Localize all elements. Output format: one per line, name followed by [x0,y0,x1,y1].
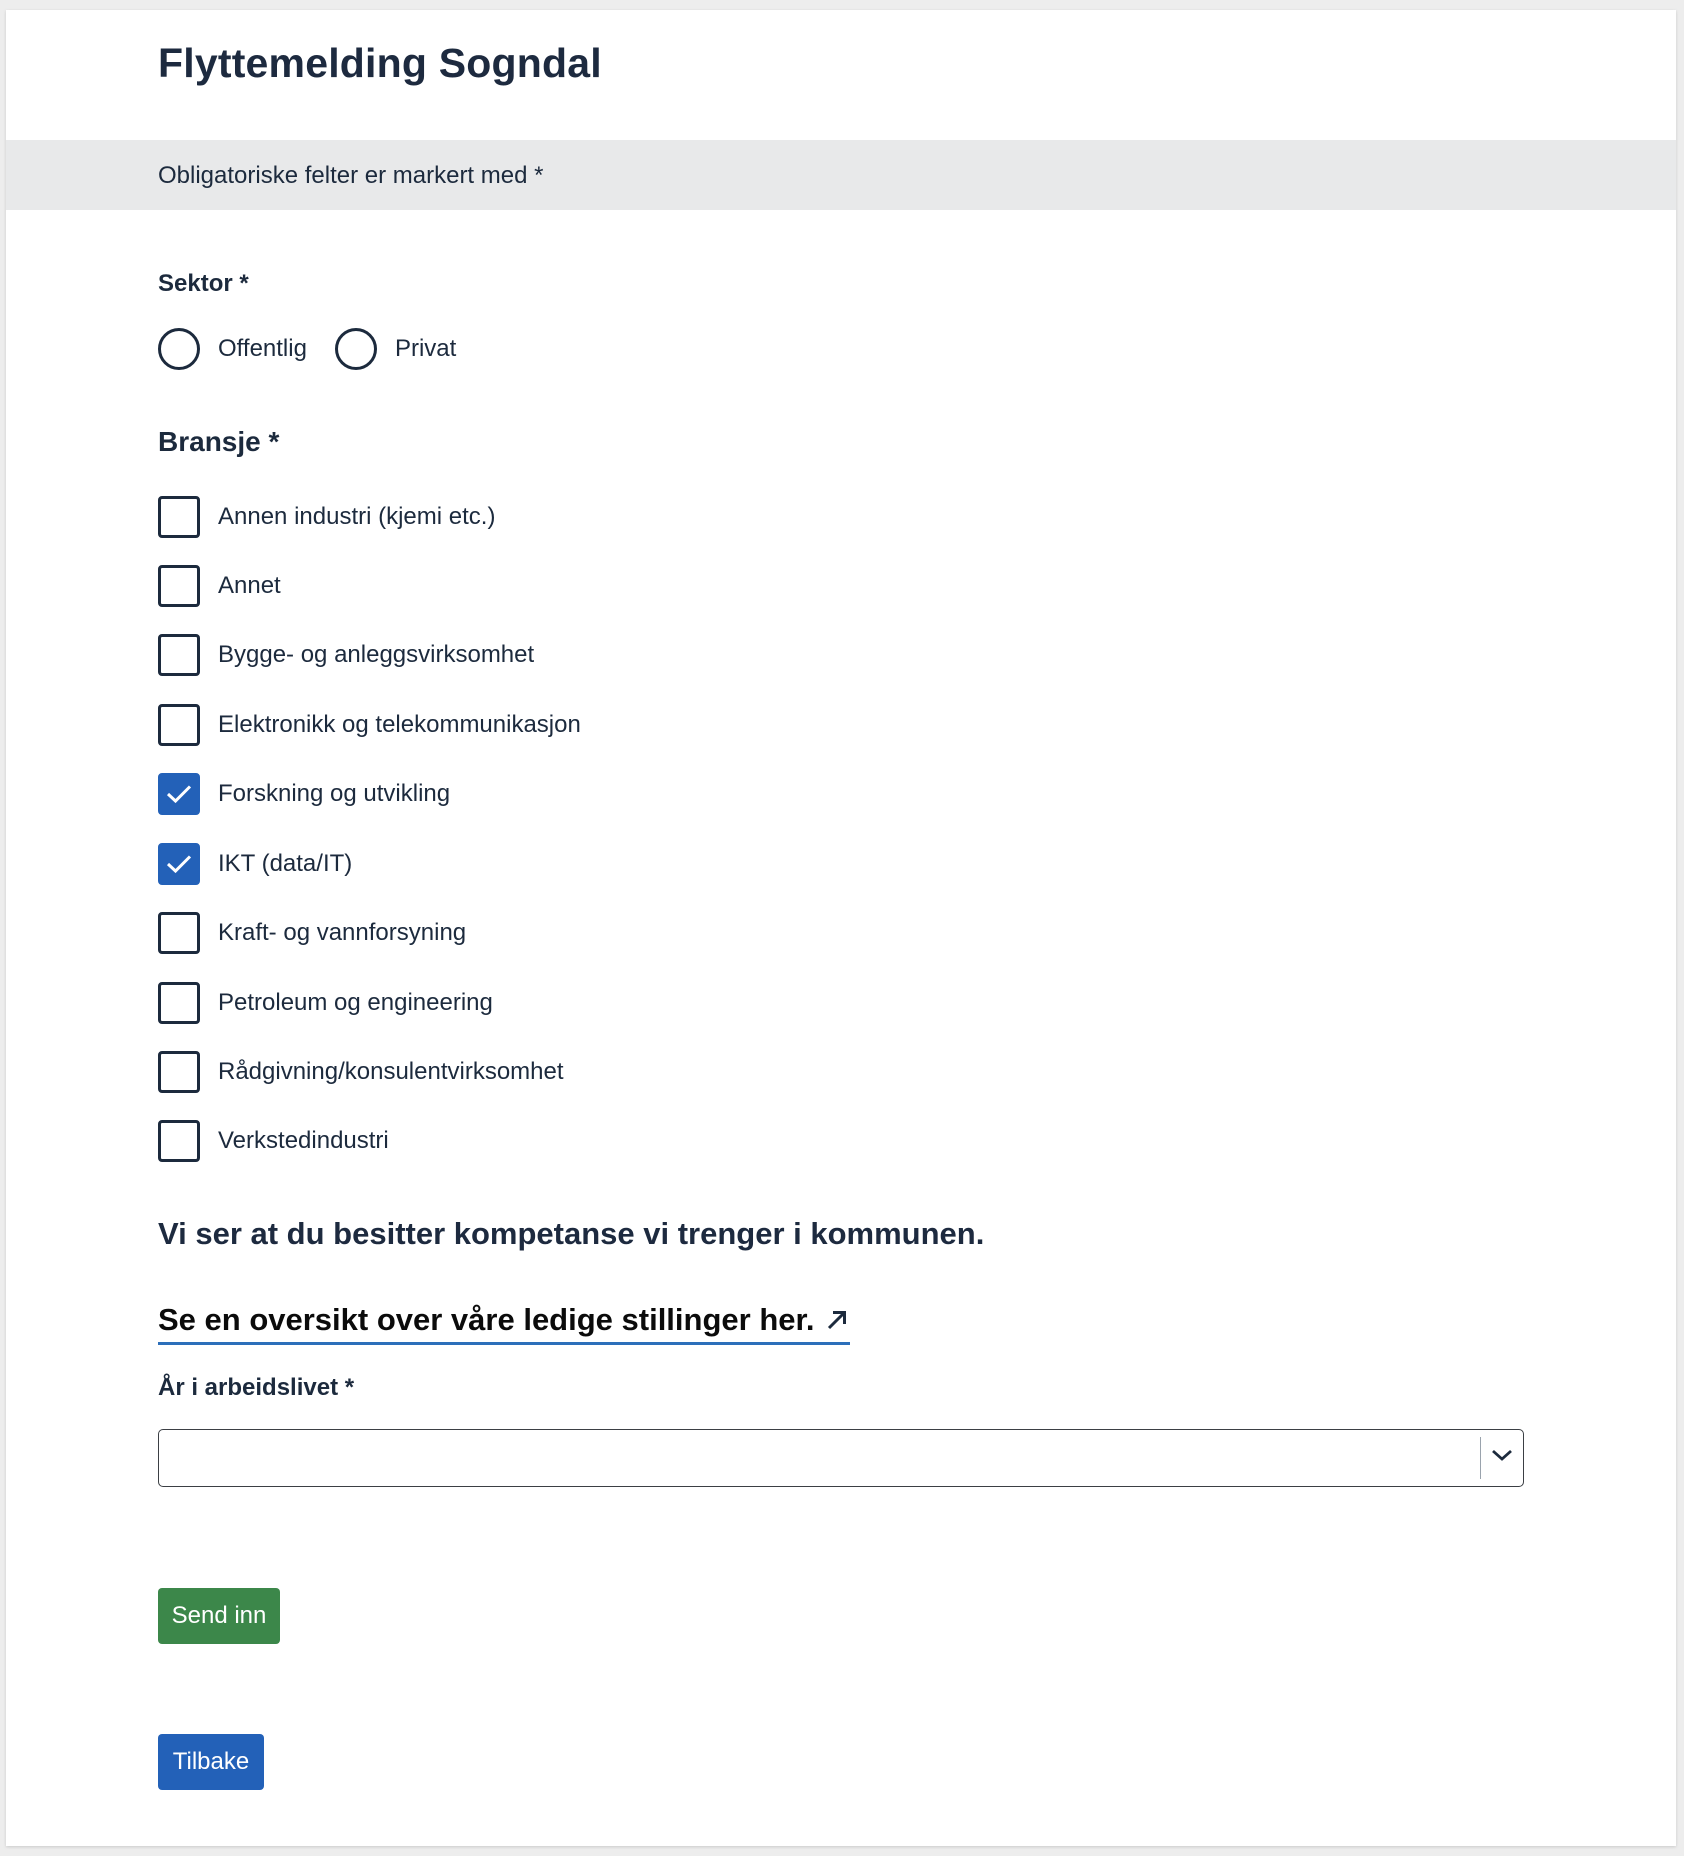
select-divider [1480,1437,1481,1479]
checkbox-radgivning[interactable] [158,1051,200,1093]
sektor-option-offentlig[interactable] [158,328,307,370]
checkbox-elektronikk[interactable] [158,704,200,746]
checkbox-item-annet[interactable] [158,564,281,608]
checkbox-item-annen-industri[interactable] [158,495,495,539]
checkbox-annen-industri[interactable] [158,496,200,538]
checkbox-label: Rådgivning/konsulentvirksomhet [218,1058,564,1085]
checkbox-item-forskning[interactable] [158,772,450,816]
chevron-down-icon[interactable] [1491,1448,1513,1462]
checkbox-label: Elektronikk og telekommunikasjon [218,711,581,738]
checkbox-label: Annen industri (kjemi etc.) [218,503,496,530]
sektor-label: Sektor * [158,270,249,297]
checkbox-ikt[interactable] [158,843,200,885]
checkbox-item-verkstedindustri[interactable] [158,1119,389,1163]
checkbox-forskning[interactable] [158,773,200,815]
checkbox-item-petroleum[interactable] [158,981,493,1025]
submit-button[interactable]: Send inn [158,1588,280,1644]
sektor-option-privat[interactable] [335,328,456,370]
checkbox-label: Kraft- og vannforsyning [218,919,467,946]
checkbox-petroleum[interactable] [158,982,200,1024]
page-title: Flyttemelding Sogndal [158,40,602,86]
competence-message: Vi ser at du besitter kompetanse vi trenger i kommunen. [158,1216,985,1251]
required-fields-notice: Obligatoriske felter er markert med * [158,162,544,189]
years-in-work-select[interactable] [158,1429,1524,1487]
checkbox-item-ikt[interactable] [158,842,352,886]
sektor-radio-group [158,327,484,371]
vacancies-link[interactable] [158,1302,850,1345]
checkbox-item-radgivning[interactable] [158,1050,564,1094]
back-button[interactable]: Tilbake [158,1734,264,1790]
radio-label-privat: Privat [394,335,457,362]
checkbox-label: Bygge- og anleggsvirksomhet [218,641,535,668]
required-fields-notice-bar [6,140,1676,210]
checkbox-label: Forskning og utvikling [218,780,451,807]
checkmark-icon [166,784,192,804]
checkbox-verkstedindustri[interactable] [158,1120,200,1162]
checkbox-label: Petroleum og engineering [218,989,493,1016]
external-link-arrow-icon [824,1307,850,1333]
years-in-work-label: År i arbeidslivet * [158,1374,355,1401]
radio-button-offentlig[interactable] [158,328,200,370]
form-page [6,10,1676,1846]
radio-button-privat[interactable] [335,328,377,370]
checkbox-label: Verkstedindustri [218,1127,389,1154]
checkbox-annet[interactable] [158,565,200,607]
checkmark-icon [166,854,192,874]
checkbox-bygge-og-anlegg[interactable] [158,634,200,676]
bransje-label: Bransje * [158,426,280,457]
checkbox-label: IKT (data/IT) [218,850,353,877]
checkbox-item-bygge-og-anlegg[interactable] [158,633,534,677]
radio-label-offentlig: Offentlig [218,335,307,362]
checkbox-item-kraft[interactable] [158,911,466,955]
vacancies-link-text: Se en oversikt over våre ledige stillinger her. [158,1302,815,1337]
checkbox-label: Annet [218,572,281,599]
checkbox-kraft[interactable] [158,912,200,954]
checkbox-item-elektronikk[interactable] [158,703,581,747]
